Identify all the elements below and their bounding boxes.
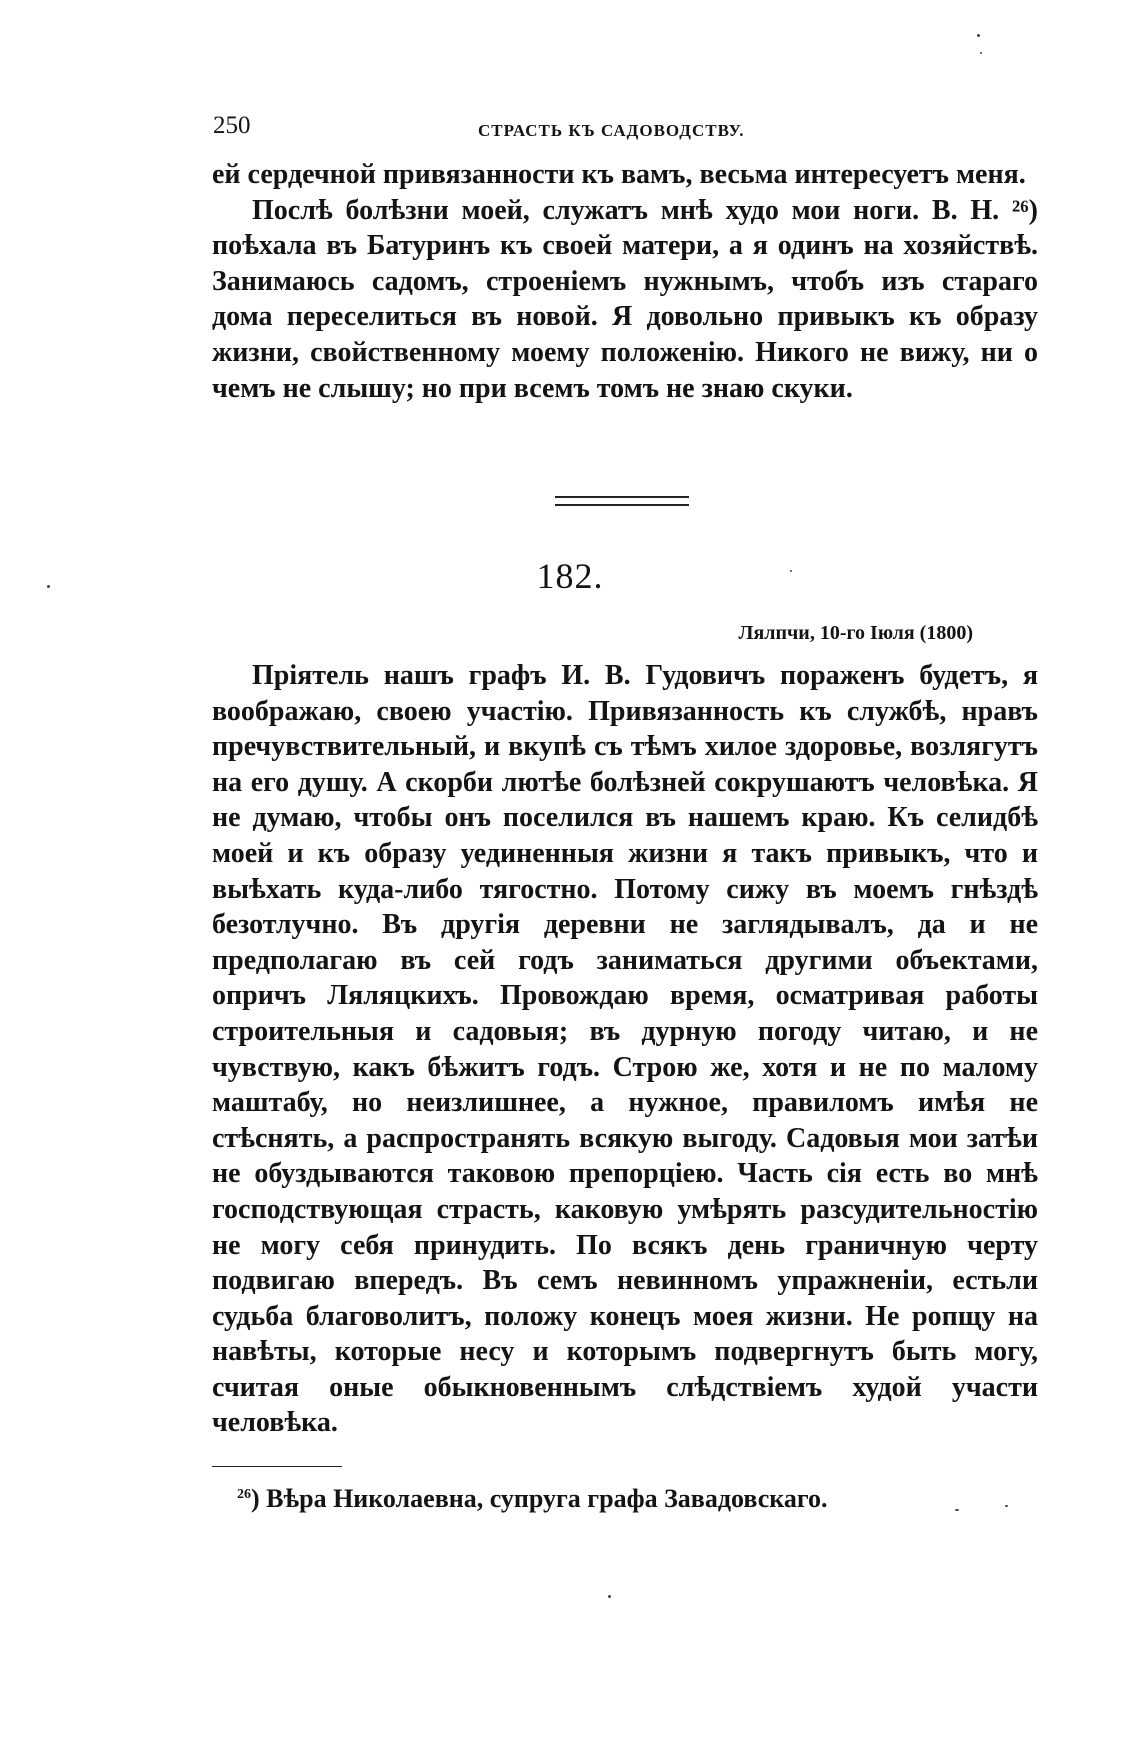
scan-speck [47,585,50,588]
scan-speck [955,1509,959,1511]
scan-speck [980,52,982,54]
letter-text [212,658,1038,1441]
footnote [237,1484,827,1514]
page-number: 250 [213,112,251,139]
footnote-text: ) Вѣра Николаевна, супруга графа Завадовскаго. [251,1484,828,1513]
prev-letter-text [212,157,1038,406]
section-separator [555,496,689,506]
paragraph: ей сердечной привязанности къ вамъ, весьма интересуетъ меня. [212,159,1026,190]
letter-dateline: Лялпчи, 10-го Іюля (1800) [738,622,973,644]
scan-speck [608,1595,611,1598]
letter-number: 182. [536,556,604,596]
footnote-rule [212,1466,342,1467]
scan-speck [1005,1505,1008,1507]
running-title: СТРАСТЬ КЪ САДОВОДСТВУ. [478,121,745,140]
footnote-marker: 26 [237,1487,251,1502]
paragraph: Пріятель нашъ графъ И. В. Гудовичъ пораженъ будетъ, я воображаю, своею участію. Привязанность къ службѣ, нравъ пречувствительный, и вкупѣ съ тѣмъ хилое здоровье, возлягутъ на его душу. А скорби лютѣе болѣзней сокрушаютъ человѣка. Я не думаю, чтобы онъ поселился въ нашемъ краю. Къ селидбѣ моей и къ образу уединенныя жизни я такъ привыкъ, что и выѣхать куда-либо тягостно. Потому сижу въ моемъ гнѣздѣ безотлучно. Въ другія деревни не заглядывалъ, да и не предполагаю въ сей годъ заниматься другими объектами, опричъ Ляляцкихъ. Провождаю время, осматривая работы строительныя и садовыя; въ дурную погоду читаю, и не чувствую, какъ бѣжитъ годъ. Строю же, хотя и не по малому маштабу, но неизлишнее, а нужное, правиломъ имѣя не стѣснять, а распространять всякую выгоду. Садовыя мои затѣи не обуздываются таковою препорціею. Часть сія есть во мнѣ господствующая страсть, каковую умѣрять разсудительностію не могу себя принудить. По всякъ день граничную черту подвигаю впередъ. Въ семъ невинномъ упражненіи, естьли судьба благоволитъ, положу конецъ моея жизни. Не ропщу на навѣты, которые несу и которымъ подвергнутъ быть могу, считая оные обыкновеннымъ слѣдствіемъ худой участи человѣка. [212,660,1038,1439]
paragraph: Послѣ болѣзни моей, служатъ мнѣ худо мои ноги. В. Н. ²⁶) поѣхала въ Батуринъ къ своей матери, а я одинъ на хозяйствѣ. Занимаюсь садомъ, строеніемъ нужнымъ, чтобъ изъ стараго дома переселиться въ новой. Я довольно привыкъ къ образу жизни, свойственному моему положенію. Никого не вижу, ни о чемъ не слышу; но при всемъ томъ не знаю скуки. [212,194,1038,404]
scan-speck [977,34,980,37]
scan-speck [790,570,792,572]
